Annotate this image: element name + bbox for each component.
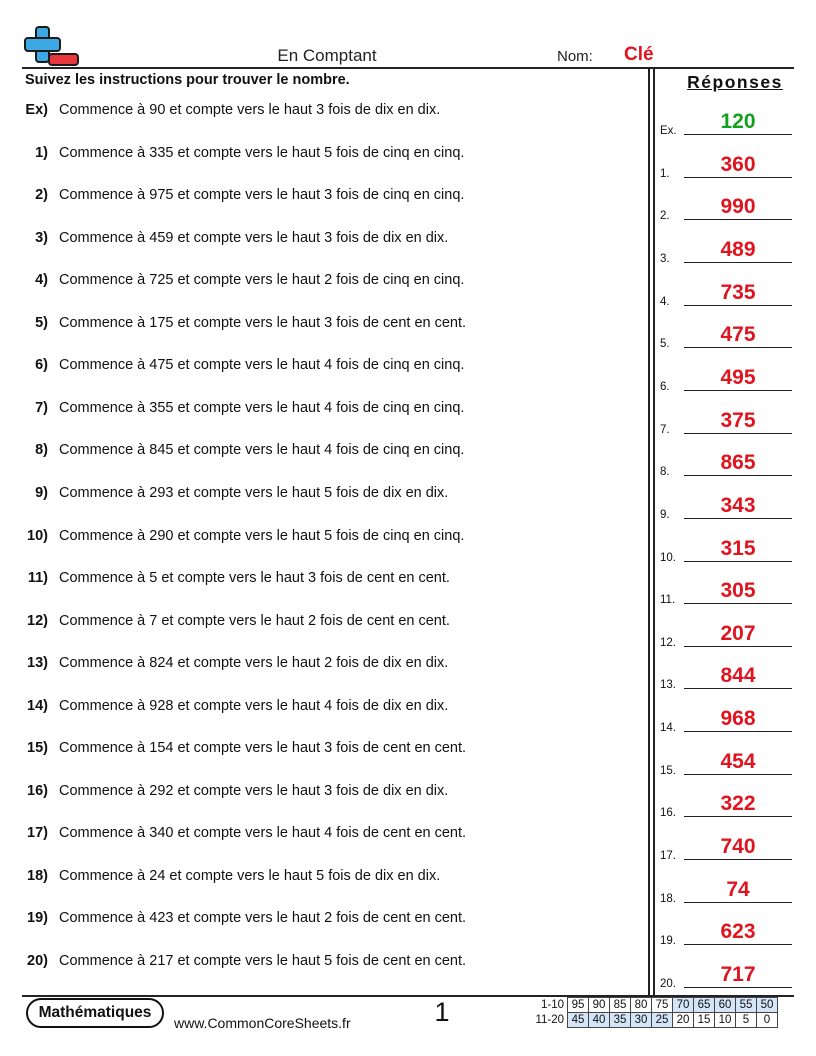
score-cell: 30 <box>631 1013 652 1028</box>
score-cell: 70 <box>673 998 694 1013</box>
score-cell: 55 <box>736 998 757 1013</box>
answer-row <box>660 704 795 734</box>
question-number: 5) <box>35 314 48 331</box>
answer-value: 305 <box>720 579 756 603</box>
score-cell: 5 <box>736 1013 757 1028</box>
answer-row <box>660 192 795 222</box>
answer-value: 990 <box>720 195 756 219</box>
answer-label: 1. <box>660 167 670 180</box>
answer-label: 16. <box>660 807 676 820</box>
score-cell: 95 <box>568 998 589 1013</box>
score-cell: 40 <box>589 1013 610 1028</box>
answer-label: Ex. <box>660 125 677 137</box>
question-number: 19) <box>27 910 48 927</box>
answer-label: 7. <box>660 423 670 436</box>
answer-row <box>660 150 795 180</box>
score-table <box>524 997 778 1028</box>
answer-value: 489 <box>720 237 756 261</box>
header-rule <box>22 67 794 69</box>
answer-label: 4. <box>660 295 670 308</box>
question-text: Commence à 355 et compte vers le haut 4 fois de cinq en cinq. <box>59 399 465 416</box>
score-row-label: 11-20 <box>535 1014 564 1026</box>
instructions: Suivez les instructions pour trouver le nombre. <box>25 72 350 88</box>
question-number: 13) <box>27 655 48 672</box>
answer-line <box>684 774 792 775</box>
question-number: 2) <box>35 187 48 204</box>
answer-label: 15. <box>660 764 676 777</box>
answer-line <box>684 475 792 476</box>
answer-value: 740 <box>720 835 756 859</box>
answer-line <box>684 305 792 306</box>
question-number: Ex) <box>25 102 48 118</box>
question-number: 11) <box>27 570 48 587</box>
answer-label: 11. <box>660 594 676 607</box>
answer-line <box>684 518 792 519</box>
question-number: 7) <box>35 399 48 416</box>
question-number: 18) <box>27 867 48 884</box>
answers-title: Réponses <box>687 72 783 92</box>
answer-row <box>660 661 795 691</box>
answer-label: 19. <box>660 935 676 948</box>
answer-line <box>684 347 792 348</box>
score-cell: 75 <box>652 998 673 1013</box>
answer-value: 360 <box>720 152 756 176</box>
column-divider-left <box>648 68 650 996</box>
score-cell: 85 <box>610 998 631 1013</box>
answer-row <box>660 619 795 649</box>
score-cell: 35 <box>610 1013 631 1028</box>
question-text: Commence à 335 et compte vers le haut 5 fois de cinq en cinq. <box>59 144 465 161</box>
question-text: Commence à 293 et compte vers le haut 5 fois de dix en dix. <box>59 484 449 501</box>
answer-label: 6. <box>660 380 670 393</box>
score-cell: 60 <box>715 998 736 1013</box>
example-answer <box>660 107 795 137</box>
question-text: Commence à 90 et compte vers le haut 3 fois de dix en dix. <box>59 102 441 118</box>
answer-line <box>684 177 792 178</box>
answer-value: 120 <box>720 110 756 133</box>
answer-line <box>684 262 792 263</box>
answer-label: 12. <box>660 636 676 649</box>
site-url: www.CommonCoreSheets.fr <box>174 1015 351 1031</box>
answer-value: 717 <box>720 963 756 986</box>
question-text: Commence à 5 et compte vers le haut 3 fois de cent en cent. <box>59 570 450 587</box>
name-label: Nom: <box>557 48 593 65</box>
worksheet-title: En Comptant <box>277 46 377 65</box>
answer-label: 2. <box>660 210 670 223</box>
answer-label: 20. <box>660 978 676 990</box>
answer-value: 375 <box>720 408 756 432</box>
score-cell: 65 <box>694 998 715 1013</box>
answer-row <box>660 576 795 606</box>
answer-line <box>684 859 792 860</box>
answer-label: 14. <box>660 722 676 735</box>
question-number: 3) <box>35 229 48 246</box>
question-text: Commence à 290 et compte vers le haut 5 fois de cinq en cinq. <box>59 527 465 544</box>
answer-row <box>660 363 795 393</box>
answer-value: 495 <box>720 365 756 389</box>
answer-value: 343 <box>720 493 756 517</box>
score-row-label: 1-10 <box>540 999 564 1011</box>
question-text: Commence à 292 et compte vers le haut 3 fois de dix en dix. <box>59 782 449 799</box>
question-text: Commence à 459 et compte vers le haut 3 fois de dix en dix. <box>59 229 449 246</box>
answer-value: 74 <box>726 877 750 901</box>
score-cell: 25 <box>652 1013 673 1028</box>
score-cell: 45 <box>568 1013 589 1028</box>
answer-row <box>660 960 795 990</box>
question-text: Commence à 217 et compte vers le haut 5 fois de cent en cent. <box>59 953 467 969</box>
answer-value: 844 <box>720 664 756 688</box>
answer-line <box>684 603 792 604</box>
answer-row <box>660 534 795 564</box>
answer-value: 322 <box>720 792 756 816</box>
question-text: Commence à 725 et compte vers le haut 2 fois de cinq en cinq. <box>59 272 465 289</box>
answer-line <box>684 816 792 817</box>
answer-row <box>660 832 795 862</box>
column-divider-right <box>653 68 655 996</box>
answer-line <box>684 688 792 689</box>
question-number: 12) <box>27 612 48 629</box>
score-row <box>524 1013 778 1028</box>
answer-row <box>660 789 795 819</box>
brand-badge: Mathématiques <box>26 998 164 1028</box>
question-text: Commence à 7 et compte vers le haut 2 fois de cent en cent. <box>59 612 450 629</box>
answer-line <box>684 390 792 391</box>
question-number: 16) <box>27 782 48 799</box>
answer-value: 315 <box>720 536 756 560</box>
answer-label: 5. <box>660 338 670 351</box>
question-text: Commence à 175 et compte vers le haut 3 fois de cent en cent. <box>59 314 467 331</box>
answer-key-label: Clé <box>624 44 654 65</box>
question-number: 1) <box>35 144 48 161</box>
score-cell: 0 <box>757 1013 778 1028</box>
question-number: 10) <box>27 527 48 544</box>
answer-line <box>684 902 792 903</box>
question-number: 4) <box>35 272 48 289</box>
question-text: Commence à 975 et compte vers le haut 3 fois de cinq en cinq. <box>59 187 465 204</box>
question-text: Commence à 154 et compte vers le haut 3 fois de cent en cent. <box>59 740 467 757</box>
answer-line <box>684 646 792 647</box>
question-number: 17) <box>27 825 48 842</box>
question-number: 15) <box>27 740 48 757</box>
answer-row <box>660 747 795 777</box>
question-number: 8) <box>35 442 48 459</box>
answer-value: 454 <box>720 749 756 773</box>
score-row <box>524 998 778 1013</box>
answer-row <box>660 278 795 308</box>
answer-line <box>684 134 792 135</box>
answer-line <box>684 731 792 732</box>
question-text: Commence à 824 et compte vers le haut 2 fois de dix en dix. <box>59 655 449 672</box>
answer-label: 3. <box>660 252 670 265</box>
plus-minus-logo-icon <box>22 26 80 68</box>
answer-label: 13. <box>660 679 676 692</box>
score-cell: 10 <box>715 1013 736 1028</box>
answer-line <box>684 219 792 220</box>
question-text: Commence à 423 et compte vers le haut 2 fois de cent en cent. <box>59 910 467 927</box>
answer-row <box>660 917 795 947</box>
question-text: Commence à 845 et compte vers le haut 4 fois de cinq en cinq. <box>59 442 465 459</box>
score-cell: 20 <box>673 1013 694 1028</box>
answer-row <box>660 406 795 436</box>
answer-line <box>684 433 792 434</box>
score-cell: 50 <box>757 998 778 1013</box>
question-text: Commence à 340 et compte vers le haut 4 fois de cent en cent. <box>59 825 467 842</box>
answer-value: 475 <box>720 323 756 347</box>
answer-value: 735 <box>720 280 756 304</box>
answer-row <box>660 875 795 905</box>
question-text: Commence à 24 et compte vers le haut 5 fois de dix en dix. <box>59 867 441 884</box>
answer-row <box>660 491 795 521</box>
question-text: Commence à 475 et compte vers le haut 4 fois de cinq en cinq. <box>59 357 465 374</box>
answer-row <box>660 235 795 265</box>
answer-row <box>660 448 795 478</box>
score-cell: 15 <box>694 1013 715 1028</box>
answer-label: 17. <box>660 850 676 863</box>
question-number: 20) <box>27 953 48 969</box>
answer-label: 10. <box>660 551 676 564</box>
score-cell: 90 <box>589 998 610 1013</box>
answer-value: 968 <box>720 707 756 731</box>
answer-line <box>684 987 792 988</box>
question-number: 14) <box>27 697 48 714</box>
question-text: Commence à 928 et compte vers le haut 4 fois de dix en dix. <box>59 697 449 714</box>
answer-label: 18. <box>660 892 676 905</box>
page-number: 1 <box>434 997 450 1027</box>
answer-value: 207 <box>720 621 756 645</box>
answer-row <box>660 320 795 350</box>
question-number: 6) <box>35 357 48 374</box>
answer-line <box>684 944 792 945</box>
question-number: 9) <box>35 484 48 501</box>
answer-value: 623 <box>720 920 756 944</box>
answer-value: 865 <box>720 451 756 475</box>
answer-line <box>684 561 792 562</box>
answer-label: 8. <box>660 466 670 479</box>
answer-label: 9. <box>660 508 670 521</box>
score-cell: 80 <box>631 998 652 1013</box>
